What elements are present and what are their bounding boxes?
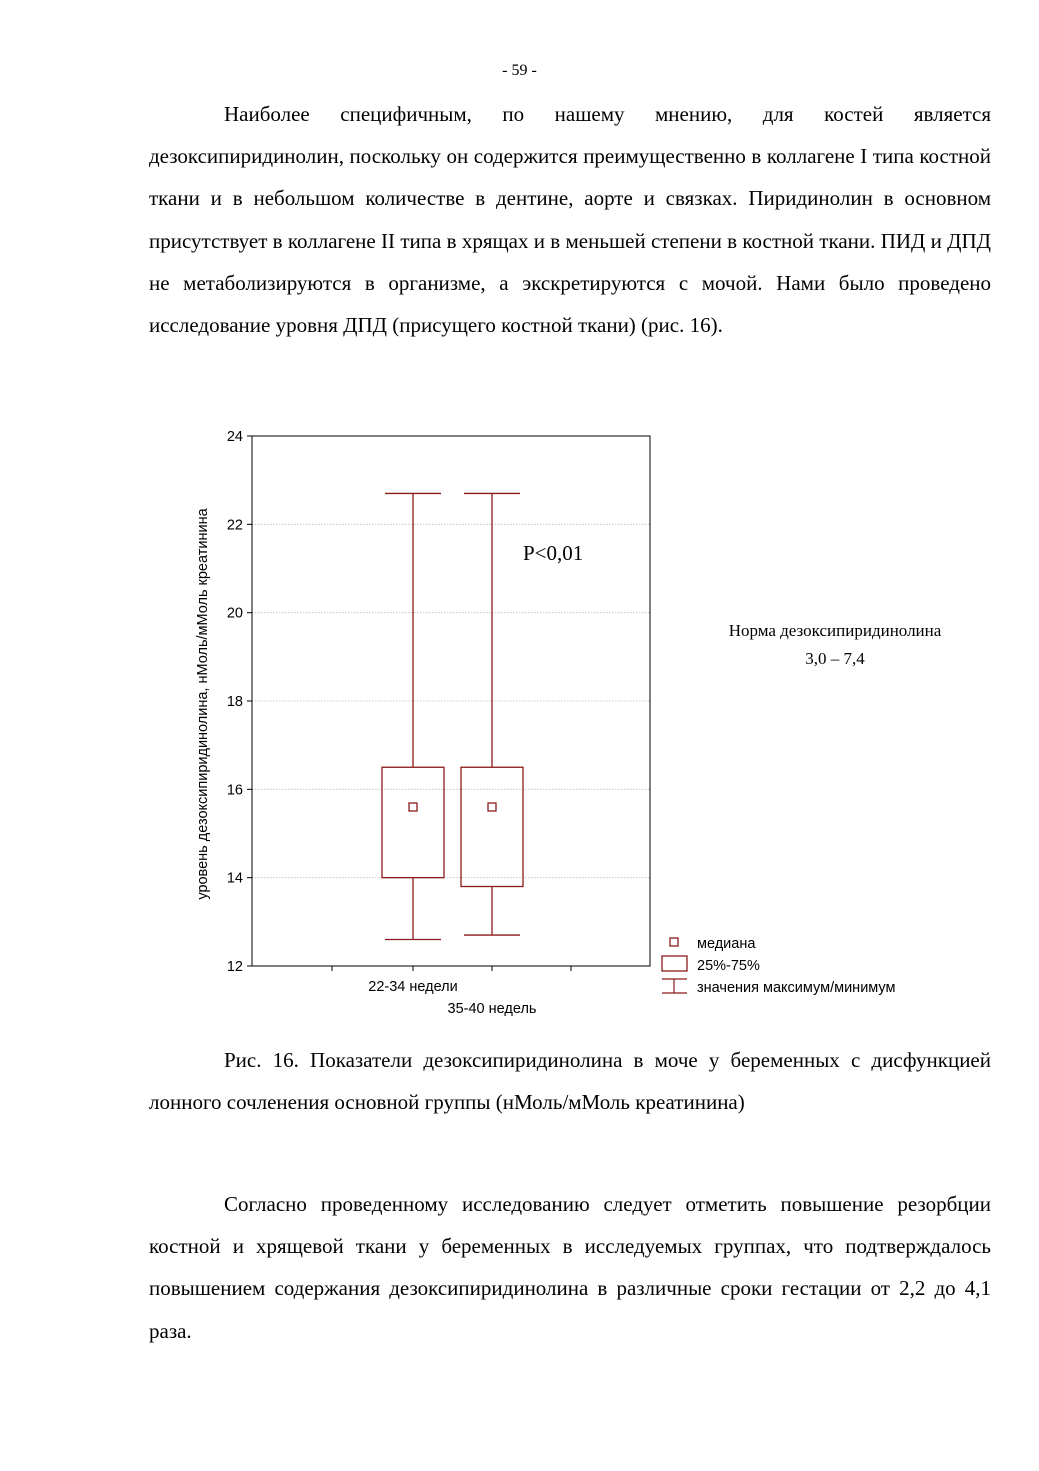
body-paragraph-conclusion: Согласно проведенному исследованию следует отметить повышение резорбции костной и хрящевой ткани у беременных в исследуемых группах, что подтверждалось повышением содержания дезоксипиридинолина в различные сроки гестации от 2,2 до 4,1 раза.: [149, 1192, 991, 1343]
legend-median-label: медиана: [697, 936, 756, 952]
boxplot-group-2: [461, 493, 523, 935]
norm-note-line-2: 3,0 – 7,4: [805, 649, 865, 668]
iqr-box: [461, 767, 523, 886]
x-tick-label-2: 35-40 недель: [447, 1001, 537, 1017]
page-number: - 59 -: [502, 62, 537, 79]
x-tick-label-1: 22-34 недели: [368, 979, 458, 995]
norm-note-line-1: Норма дезоксипиридинолина: [728, 621, 942, 640]
body-paragraph-intro: Наиболее специфичным, по нашему мнению, для костей является дезоксипиридинолин, поскольку он содержится преимущественно в коллагене I типа костной ткани и в небольшом количестве в дентине, аорте и связках. Пиридинолин в основном присутствует в коллагене II типа в хрящах и в меньшей степени в костной ткани. ПИД и ДПД не метаболизируются в организме, а экскретируются с мочой. Нами было проведено исследование уровня ДПД (присущего костной ткани) (рис. 16).: [149, 102, 991, 338]
median-marker: [409, 803, 417, 811]
chart-legend: [662, 936, 895, 996]
median-marker: [488, 803, 496, 811]
y-tick-label: 20: [226, 605, 243, 622]
boxplot-group-1: [382, 493, 444, 939]
legend-whisker-marker: [662, 979, 687, 993]
legend-whisker-label: значения максимум/минимум: [697, 980, 896, 996]
y-tick-label: 22: [226, 517, 243, 534]
y-tick-label: 24: [226, 429, 243, 445]
legend-box-label: 25%-75%: [697, 958, 760, 974]
y-tick-label: 14: [226, 870, 243, 887]
iqr-box: [382, 767, 444, 877]
figure-caption: Рис. 16. Показатели дезоксипиридинолина в моче у беременных с дисфункцией лонного сочленения основной группы (нМоль/мМоль креатинина): [149, 1048, 991, 1115]
y-tick-label: 12: [226, 959, 243, 975]
y-tick-label: 16: [226, 782, 243, 799]
y-axis-label: уровень дезоксипиридинолина, нМоль/мМоль креатинина: [195, 508, 211, 900]
p-value-annotation: P<0,01: [523, 541, 584, 565]
boxplot-chart: [0, 420, 1039, 1040]
y-tick-label: 18: [226, 694, 243, 710]
legend-median-marker: [670, 938, 678, 946]
legend-box-marker: [662, 956, 687, 971]
